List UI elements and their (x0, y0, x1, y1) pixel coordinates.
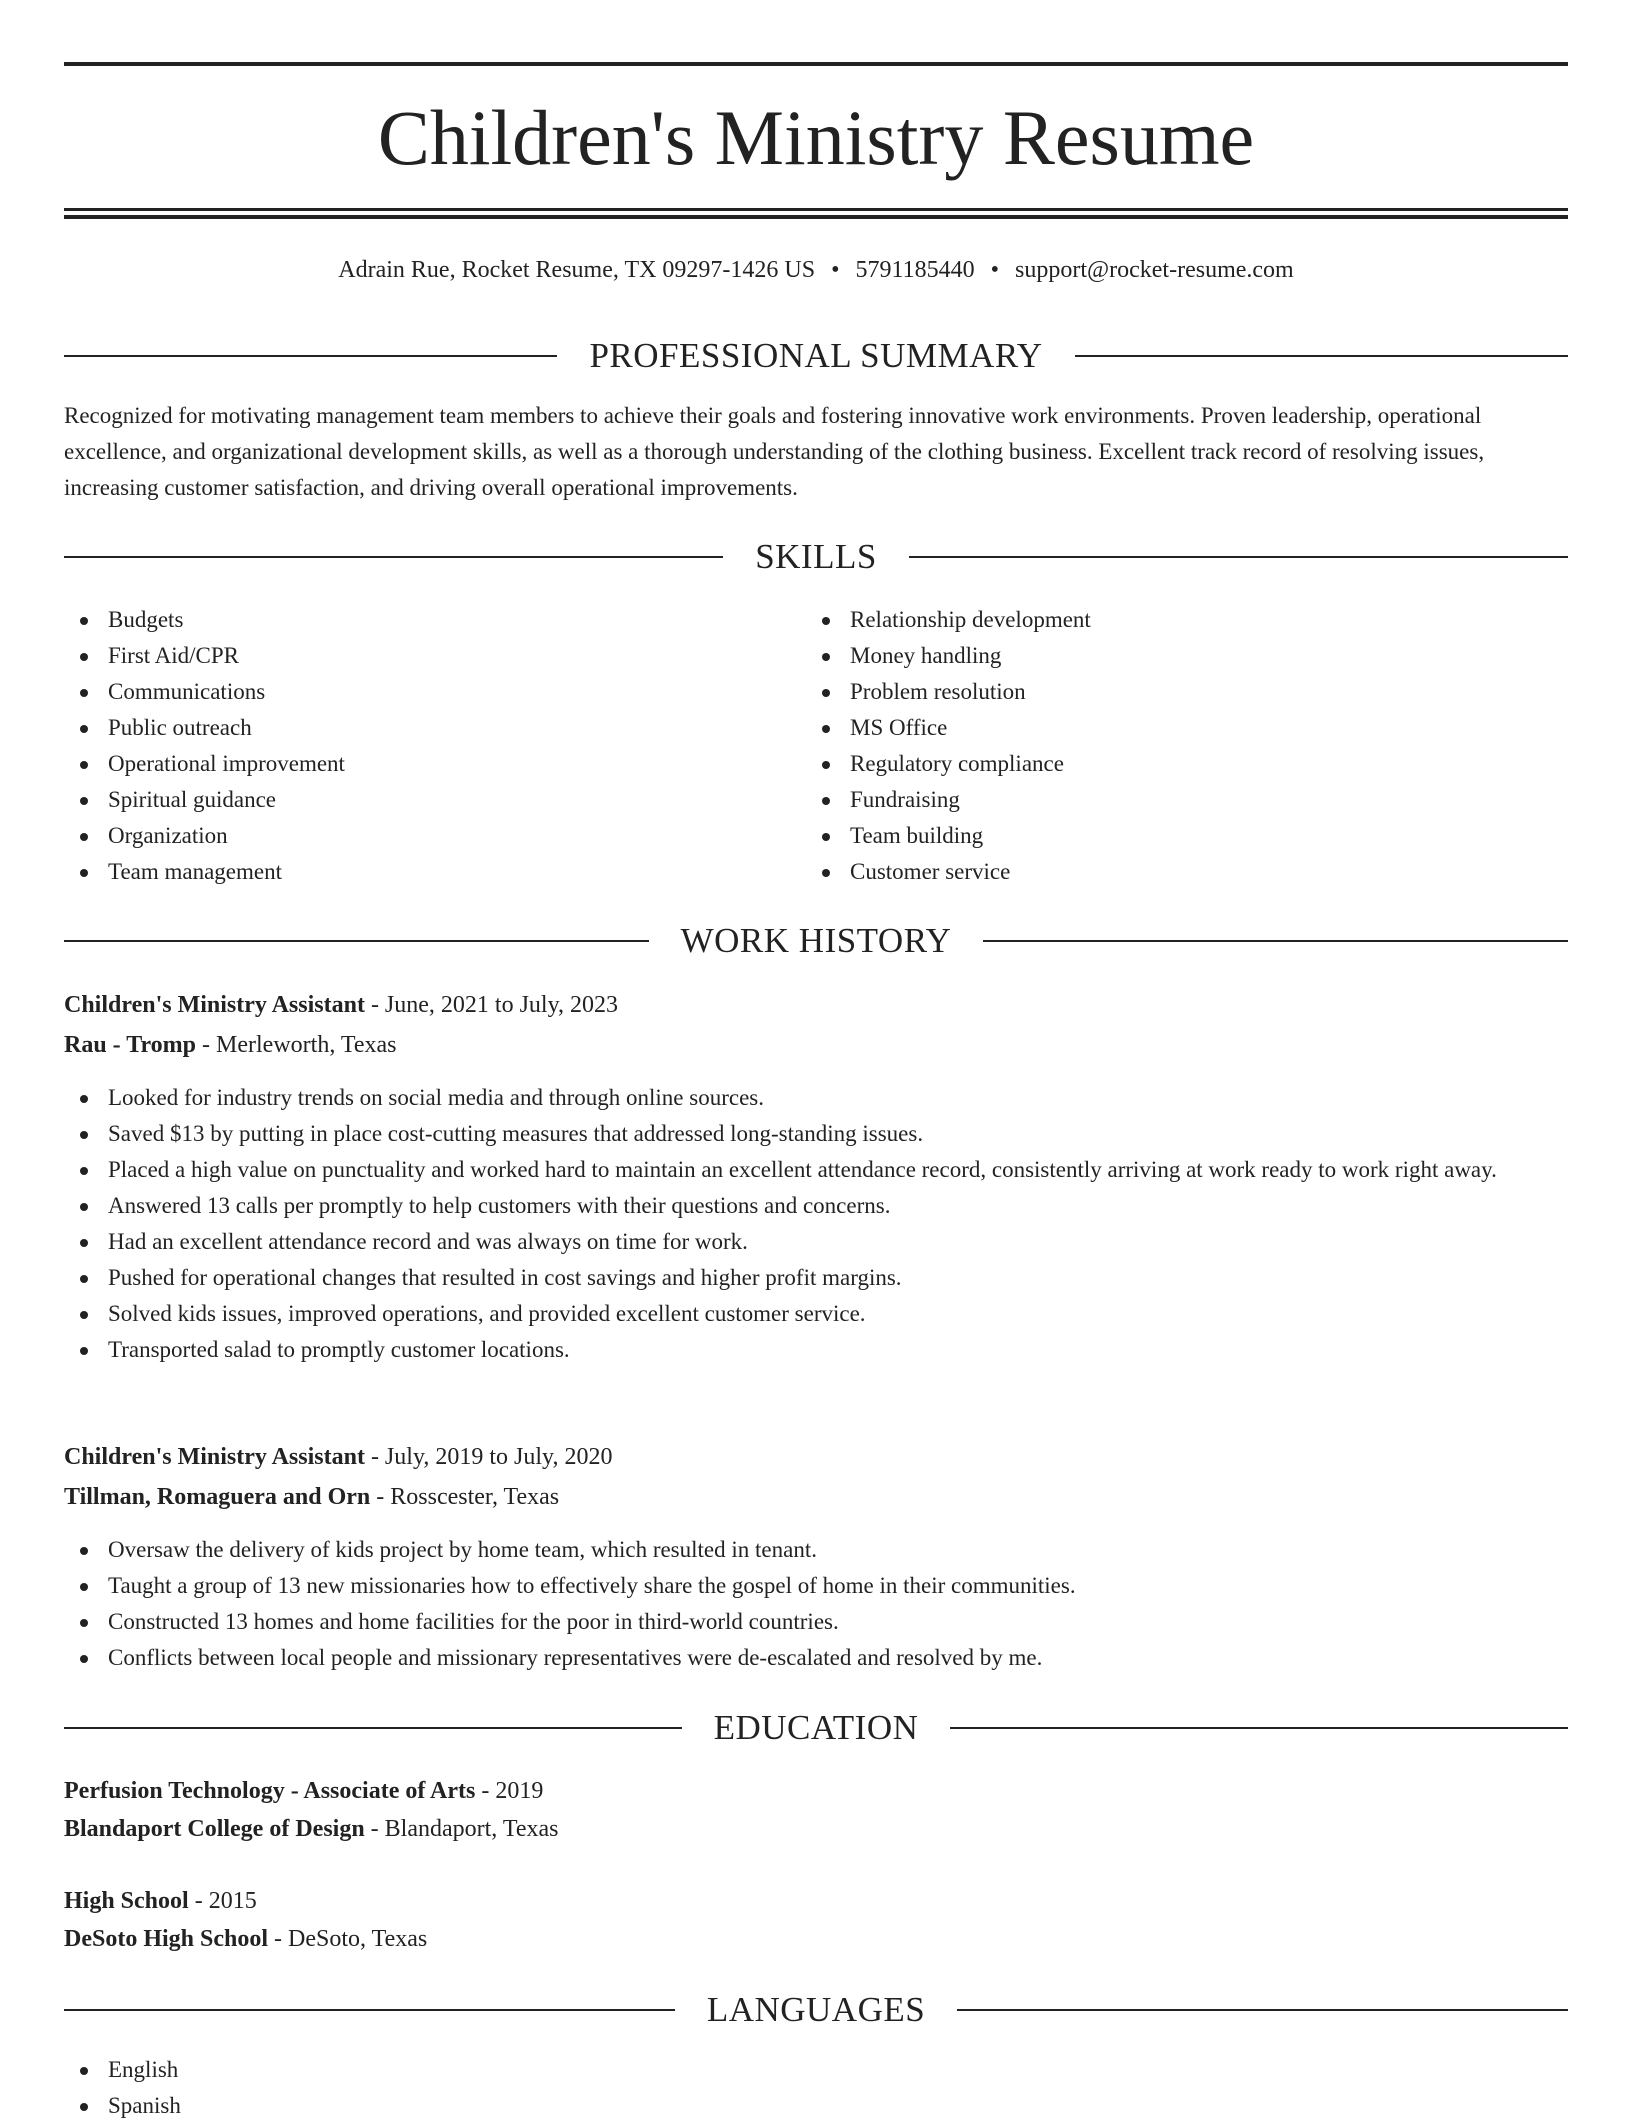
education-location: - DeSoto, Texas (268, 1926, 428, 1952)
skill-item: Team management (64, 854, 764, 890)
skill-item: Regulatory compliance (806, 746, 1506, 782)
section-title: EDUCATION (713, 1708, 919, 1747)
education-degree-line (64, 1884, 1568, 1918)
education-year: - 2015 (188, 1888, 257, 1914)
section-title: SKILLS (755, 537, 877, 576)
section-rule (64, 940, 649, 942)
duty-item: Placed a high value on punctuality and worked hard to maintain an excellent attendance record, consistently arriving at work ready to work right away. (64, 1152, 1568, 1188)
contact-line (64, 254, 1568, 286)
section-rule (64, 355, 557, 357)
section-header-work-history (64, 921, 1568, 961)
skill-item: Public outreach (64, 710, 764, 746)
section-title: PROFESSIONAL SUMMARY (589, 336, 1043, 375)
skill-item: Customer service (806, 854, 1506, 890)
duty-item: Conflicts between local people and missionary representatives were de-escalated and resolved by me. (64, 1640, 1568, 1676)
skill-item: Fundraising (806, 782, 1506, 818)
section-rule (950, 1727, 1568, 1729)
education-degree: Perfusion Technology - Associate of Arts (64, 1778, 476, 1804)
job-dates: - July, 2019 to July, 2020 (364, 1444, 613, 1470)
job-location: - Merleworth, Texas (196, 1032, 397, 1058)
section-header-languages (64, 1990, 1568, 2030)
skill-item: Communications (64, 674, 764, 710)
job-company: Rau - Tromp (64, 1032, 197, 1058)
contact-address: Adrain Rue, Rocket Resume, TX 09297-1426 US (338, 257, 816, 283)
contact-email: support@rocket-resume.com (1015, 257, 1294, 283)
section-title: LANGUAGES (706, 1990, 926, 2029)
duty-item: Had an excellent attendance record and was always on time for work. (64, 1224, 1568, 1260)
contact-separator: • (990, 257, 1000, 283)
duty-item: Solved kids issues, improved operations, and provided excellent customer service. (64, 1296, 1568, 1332)
skill-item: Team building (806, 818, 1506, 854)
duty-item: Looked for industry trends on social media and through online sources. (64, 1080, 1568, 1116)
job-location: - Rosscester, Texas (370, 1484, 560, 1510)
skill-item: Spiritual guidance (64, 782, 764, 818)
section-rule (957, 2009, 1568, 2011)
summary-text: Recognized for motivating management team members to achieve their goals and fostering innovative work environments. Proven leadership, operational excellence, and organizational development skills, as well as a thorough understanding of the clothing business. Excellent track record of resolving issues, increasing customer satisfaction, and driving overall operational improvements. (64, 403, 1485, 500)
section-rule (909, 556, 1568, 558)
job-title: Children's Ministry Assistant (64, 1444, 365, 1470)
language-item: English (64, 2052, 764, 2088)
education-school-line (64, 1922, 1568, 1956)
top-rule (64, 62, 1568, 66)
title-rule-upper (64, 208, 1568, 211)
skill-item: First Aid/CPR (64, 638, 764, 674)
section-rule (64, 1727, 682, 1729)
section-title: WORK HISTORY (680, 921, 952, 960)
contact-phone: 5791185440 (855, 257, 975, 283)
job-dates: - June, 2021 to July, 2023 (364, 992, 619, 1018)
duty-item: Transported salad to promptly customer locations. (64, 1332, 1568, 1368)
section-header-education (64, 1708, 1568, 1748)
title-rule-lower (64, 215, 1568, 219)
duty-item: Oversaw the delivery of kids project by home team, which resulted in tenant. (64, 1532, 1568, 1568)
language-item: Spanish (64, 2088, 764, 2124)
job-company: Tillman, Romaguera and Orn (64, 1484, 371, 1510)
section-rule (64, 2009, 675, 2011)
duty-item: Taught a group of 13 new missionaries how to effectively share the gospel of home in their communities. (64, 1568, 1568, 1604)
skill-item: Money handling (806, 638, 1506, 674)
education-location: - Blandaport, Texas (364, 1816, 559, 1842)
resume-title: Children's Ministry Resume (377, 94, 1255, 181)
duty-item: Saved $13 by putting in place cost-cutting measures that addressed long-standing issues. (64, 1116, 1568, 1152)
education-school: DeSoto High School (64, 1926, 269, 1952)
skill-item: Problem resolution (806, 674, 1506, 710)
duty-item: Answered 13 calls per promptly to help customers with their questions and concerns. (64, 1188, 1568, 1224)
skills-list-right (806, 602, 1506, 890)
job-title-line (64, 1440, 1568, 1474)
section-header-skills (64, 537, 1568, 577)
education-degree-line (64, 1774, 1568, 1808)
skill-item: Operational improvement (64, 746, 764, 782)
job-duties-list (64, 1532, 1568, 1676)
job-company-line (64, 1028, 1568, 1062)
contact-separator: • (831, 257, 840, 283)
education-school-line (64, 1812, 1568, 1846)
section-header-summary (64, 336, 1568, 376)
job-company-line (64, 1480, 1568, 1514)
duty-item: Constructed 13 homes and home facilities for the poor in third-world countries. (64, 1604, 1568, 1640)
skill-item: Relationship development (806, 602, 1506, 638)
section-rule (983, 940, 1568, 942)
languages-list (64, 2052, 764, 2124)
education-year: - 2019 (475, 1778, 544, 1804)
duty-item: Pushed for operational changes that resulted in cost savings and higher profit margins. (64, 1260, 1568, 1296)
skills-list-left (64, 602, 764, 890)
skill-item: Budgets (64, 602, 764, 638)
job-title-line (64, 988, 1568, 1022)
education-degree: High School (64, 1888, 189, 1914)
education-school: Blandaport College of Design (64, 1816, 365, 1842)
skill-item: Organization (64, 818, 764, 854)
skill-item: MS Office (806, 710, 1506, 746)
section-rule (1075, 355, 1568, 357)
section-rule (64, 556, 723, 558)
job-duties-list (64, 1080, 1568, 1368)
job-title: Children's Ministry Assistant (64, 992, 365, 1018)
